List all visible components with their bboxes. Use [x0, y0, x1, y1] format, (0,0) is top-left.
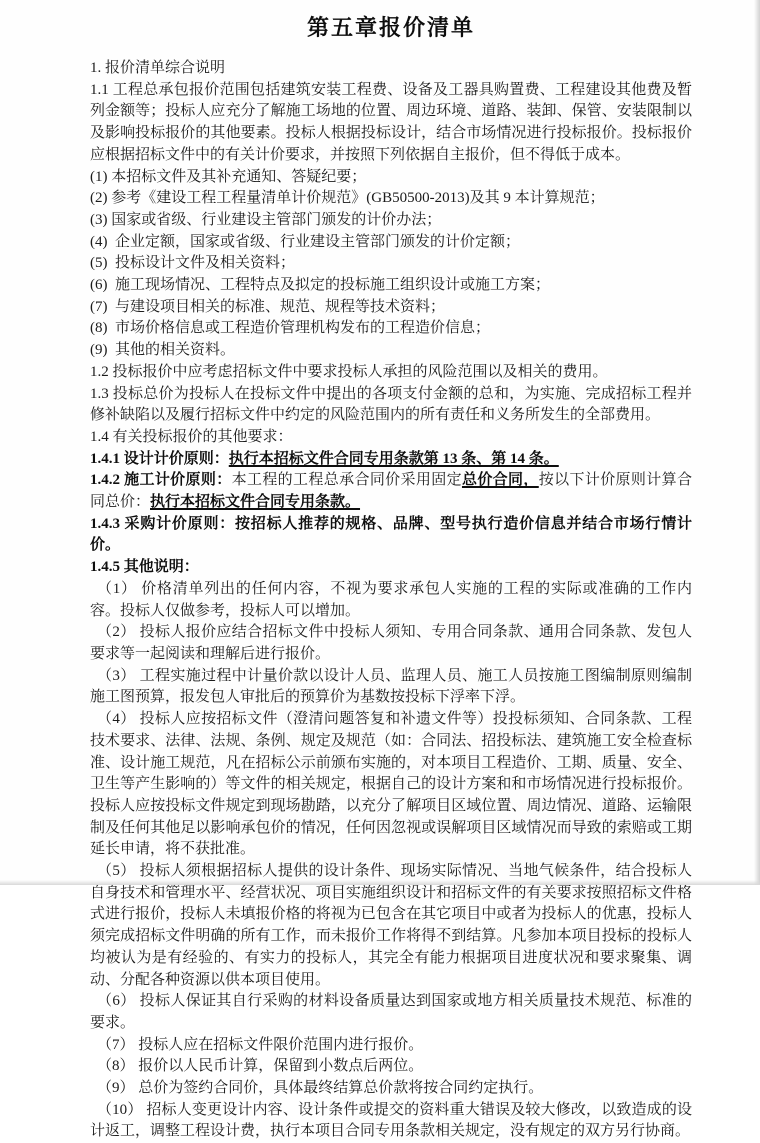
text-run: 总价合同，: [461, 472, 539, 489]
paragraph: [90, 80, 692, 167]
paragraph: [90, 297, 692, 319]
page-edge-shadow-bottom: [0, 880, 760, 885]
text-run: 1.4.3 采购计价原则：按招标人推荐的规格、品牌、型号执行造价信息并结合市场行情计价。: [90, 515, 692, 554]
text-run: （1） 价格清单列出的任何内容，不视为要求承包人实施的工程的实际或准确的工作内容。投标人仅做参考，投标人可以增加。: [90, 580, 692, 619]
text-run: (2) 参考《建设工程工程量清单计价规范》(GB50500-2013)及其 9 本计算规范；: [90, 190, 605, 207]
paragraph: [90, 340, 692, 362]
paragraph: [90, 1100, 692, 1143]
paragraph: [90, 253, 692, 275]
paragraph: [90, 210, 692, 232]
paragraph: [90, 362, 692, 384]
paragraph: [90, 622, 692, 665]
paragraph: [90, 167, 692, 189]
text-run: 1.4.2 施工计价原则：: [90, 472, 232, 489]
paragraph: [90, 579, 692, 622]
paragraph: [90, 1056, 692, 1078]
text-run: 1.1 工程总承包报价范围包括建筑安装工程费、设备及工器具购置费、工程建设其他费及暂列金额等；投标人应充分了解施工场地的位置、周边环境、道路、装卸、保管、安装限制以及影响投标报价的其他要素。投标人根据投标设计，结合市场情况进行投标报价。投标报价应根据招标文件中的有关计价要求，并按照下列依据自主报价，但不得低于成本。: [90, 81, 692, 163]
page-edge-shadow-right: [754, 0, 760, 885]
paragraph: [90, 514, 692, 557]
paragraph: [90, 232, 692, 254]
paragraph: [90, 427, 692, 449]
text-run: (1) 本招标文件及其补充通知、答疑纪要；: [90, 168, 367, 185]
text-run: （6） 投标人保证其自行采购的材料设备质量达到国家或地方相关质量技术规范、标准的要求。: [90, 993, 692, 1031]
text-run: （7） 投标人应在招标文件限价范围内进行报价。: [97, 1036, 424, 1053]
text-run: 本工程的工程总承合同价采用固定: [231, 472, 462, 489]
paragraph: [90, 318, 692, 340]
text-run: (6) 施工现场情况、工程特点及拟定的投标施工组织设计或施工方案；: [90, 277, 550, 294]
paragraph: [90, 275, 692, 297]
text-run: （5） 投标人须根据招标人提供的设计条件、现场实际情况、当地气候条件，结合投标人自身技术和管理水平、经营状况、项目实施组织设计和招标文件的有关要求按照招标文件格式进行报价，投标人未填报价格的将视为已包含在其它项目中或者为投标人的优惠，投标人须完成招标文件明确的所有工作，而未报价工作将得不到结算。凡参加本项目投标的投标人均被认为是有经验的、有实力的投标人，其完全有能力根据项目进度状况和要求聚集、调动、分配各种资源以供本项目使用。: [90, 863, 692, 988]
paragraph: [90, 188, 692, 210]
text-run: 按以下计价原则计算合同总价：: [90, 472, 692, 511]
paragraph: [90, 1078, 692, 1100]
text-run: 执行本招标文件合同专用条款。: [150, 494, 361, 511]
paragraph: [90, 1035, 692, 1057]
text-run: 执行本招标文件合同专用条款第 13 条、第 14 条。: [228, 450, 559, 467]
text-run: 1.4.5 其他说明：: [90, 559, 199, 576]
paragraph: [90, 384, 692, 427]
text-run: （3） 工程实施过程中计量价款以设计人员、监理人员、施工人员按施工图编制原则编制施工图预算，报发包人审批后的预算价为基数按投标下浮率下浮。: [90, 667, 692, 706]
paragraph: [90, 470, 692, 513]
text-run: （9） 总价为签约合同价，具体最终结算总价款将按合同约定执行。: [97, 1080, 544, 1097]
text-run: （10） 招标人变更设计内容、设计条件或提交的资料重大错误及较大修改，以致造成的设计返工，调整工程设计费，执行本项目合同专用条款相关规定，没有规定的双方另行协商。: [90, 1101, 692, 1140]
text-run: （8） 报价以人民币计算，保留到小数点后两位。: [97, 1058, 424, 1075]
text-run: (3) 国家或省级、行业建设主管部门颁发的计价办法；: [90, 211, 442, 228]
text-run: (7) 与建设项目相关的标准、规范、规程等技术资料；: [90, 298, 445, 315]
text-run: 1.4.1 设计计价原则：: [90, 450, 229, 467]
document-body: [90, 58, 692, 1143]
paragraph: [90, 449, 692, 471]
text-run: (9) 其他的相关资料。: [90, 342, 235, 359]
text-run: 1.4 有关投标报价的其他要求：: [90, 428, 293, 445]
paragraph: [90, 666, 692, 709]
paragraph: [90, 991, 692, 1034]
paragraph: [90, 557, 692, 579]
text-run: （4） 投标人应按招标文件（澄清问题答复和补遗文件等）投投标须知、合同条款、工程技术要求、法律、法规、条例、规定及规范（如：合同法、招投标法、建筑施工安全检查标准、设计施工规范，凡在招标公示前颁布实施的，对本项目工程造价、工期、质量、安全、卫生等产生影响的）等文件的相关规定，根据自己的设计方案和和市场情况进行投标报价。投标人应按投标文件规定到现场勘踏，以充分了解项目区域位置、周边情况、道路、运输限制及任何其他足以影响承包价的情况，任何因忽视或误解项目区域情况而导致的索赔或工期延长申请，将不获批准。: [90, 711, 692, 858]
text-run: (8) 市场价格信息或工程造价管理机构发布的工程造价信息；: [90, 320, 490, 337]
text-run: 1. 报价清单综合说明: [90, 60, 226, 76]
page-title: 第五章报价清单: [306, 15, 475, 40]
text-run: 1.3 投标总价为投标人在投标文件中提出的各项支付金额的总和，为实施、完成招标工程并修补缺陷以及履行招标文件中约定的风险范围内的所有责任和义务所发生的全部费用。: [90, 385, 692, 424]
text-run: （2） 投标人报价应结合招标文件中投标人须知、专用合同条款、通用合同条款、发包人要求等一起阅读和理解后进行报价。: [90, 624, 692, 662]
text-run: (5) 投标设计文件及相关资料；: [90, 255, 295, 272]
text-run: 1.2 投标报价中应考虑招标文件中要求投标人承担的风险范围以及相关的费用。: [90, 363, 608, 380]
paragraph: [90, 709, 692, 861]
text-run: (4) 企业定额，国家或省级、行业建设主管部门颁发的计价定额；: [90, 233, 520, 250]
paragraph: [90, 58, 692, 80]
